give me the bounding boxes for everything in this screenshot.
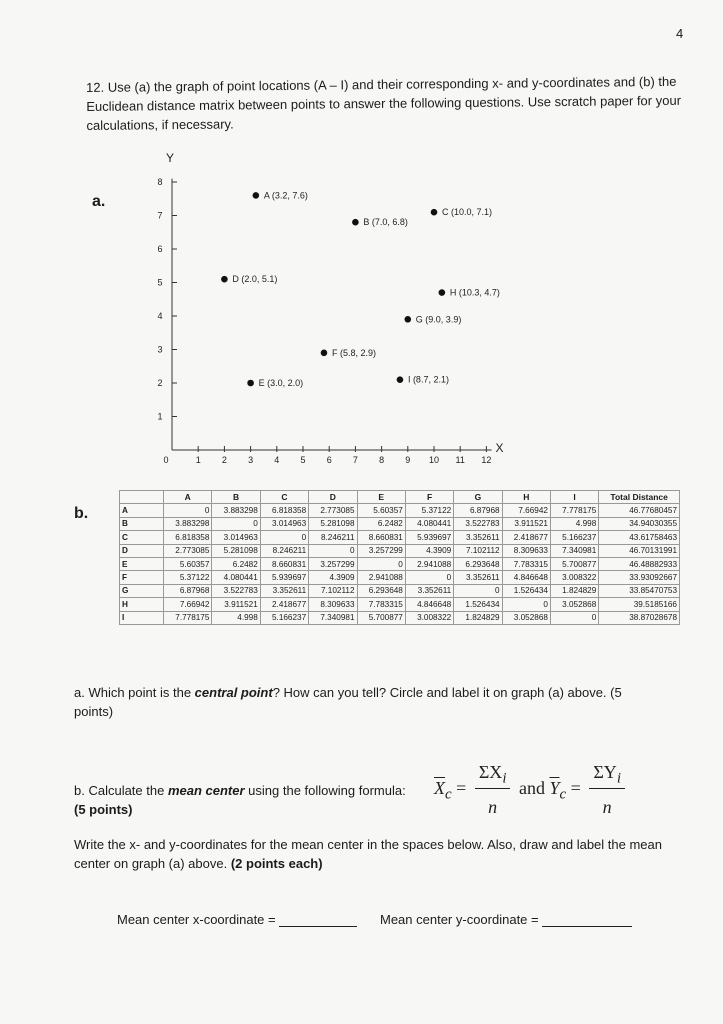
point-b xyxy=(352,219,359,226)
matrix-cell: 4.080441 xyxy=(405,517,453,530)
matrix-col-header: C xyxy=(260,491,308,504)
formula-y-equals: = xyxy=(570,777,581,798)
question-b-points: (5 points) xyxy=(74,802,133,817)
x-tick-label: 3 xyxy=(248,455,254,465)
write-instruction-points: (2 points each) xyxy=(230,856,323,871)
point-label-d: D (2.0, 5.1) xyxy=(232,274,278,285)
matrix-cell: 4.846648 xyxy=(405,598,453,611)
matrix-row xyxy=(120,531,680,544)
matrix-cell: 33.85470753 xyxy=(599,584,680,597)
matrix-cell: 2.418677 xyxy=(502,531,550,544)
matrix-col-header: H xyxy=(502,491,550,504)
matrix-row-header: B xyxy=(120,517,164,530)
matrix-cell: 5.166237 xyxy=(260,611,308,624)
x-tick-label: 12 xyxy=(481,455,492,465)
matrix-cell: 3.911521 xyxy=(212,598,260,611)
matrix-cell: 7.102112 xyxy=(454,544,502,557)
matrix-cell: 3.352611 xyxy=(454,531,502,544)
matrix-cell: 3.257299 xyxy=(357,544,405,557)
matrix-cell: 6.87968 xyxy=(164,584,212,597)
matrix-cell: 7.340981 xyxy=(550,544,598,557)
matrix-cell: 7.783315 xyxy=(502,557,550,570)
matrix-cell: 6.2482 xyxy=(357,517,405,530)
matrix-cell: 6.87968 xyxy=(454,504,502,517)
matrix-cell: 33.93092667 xyxy=(599,571,680,584)
matrix-cell: 3.008322 xyxy=(405,611,453,624)
mean-center-formula xyxy=(434,762,629,818)
matrix-row-header: E xyxy=(120,557,164,570)
matrix-row-header: A xyxy=(120,504,164,517)
matrix-cell: 5.939697 xyxy=(405,531,453,544)
x-tick-label: 11 xyxy=(455,455,465,465)
matrix-cell: 0 xyxy=(502,598,550,611)
matrix-cell: 5.60357 xyxy=(164,557,212,570)
point-label-f: F (5.8, 2.9) xyxy=(331,347,376,358)
matrix-cell: 1.824829 xyxy=(550,584,598,597)
matrix-cell: 3.352611 xyxy=(405,584,453,597)
matrix-cell: 5.700877 xyxy=(357,611,405,624)
matrix-cell: 0 xyxy=(309,544,357,557)
matrix-cell: 8.246211 xyxy=(260,544,308,557)
matrix-cell: 7.66942 xyxy=(164,598,212,611)
point-i xyxy=(397,376,404,383)
x-tick-label: 9 xyxy=(405,455,411,465)
matrix-col-header: A xyxy=(164,491,212,504)
matrix-row xyxy=(120,571,680,584)
distance-matrix xyxy=(119,490,680,625)
matrix-cell: 2.941088 xyxy=(405,557,453,570)
point-label-g: G (9.0, 3.9) xyxy=(415,314,462,325)
matrix-cell: 39.5185166 xyxy=(599,598,680,611)
matrix-cell: 6.293648 xyxy=(357,584,405,597)
matrix-cell: 0 xyxy=(550,611,598,624)
matrix-cell: 38.87028678 xyxy=(599,611,680,624)
formula-x-num: ΣX xyxy=(478,762,503,782)
matrix-cell: 3.257299 xyxy=(309,557,357,570)
formula-x-fraction xyxy=(475,762,511,818)
part-a-label: a. xyxy=(92,193,106,210)
point-g xyxy=(405,316,412,323)
matrix-cell: 5.700877 xyxy=(550,557,598,570)
formula-x-equals: = xyxy=(456,777,467,798)
x-tick-label: 5 xyxy=(300,455,306,465)
y-tick-label: 7 xyxy=(157,210,163,221)
matrix-cell: 1.526434 xyxy=(502,584,550,597)
matrix-cell: 2.418677 xyxy=(260,598,308,611)
matrix-row xyxy=(120,598,680,611)
y-tick-label: 5 xyxy=(157,277,163,288)
matrix-cell: 0 xyxy=(405,571,453,584)
matrix-cell: 1.526434 xyxy=(454,598,502,611)
matrix-cell: 3.352611 xyxy=(454,571,502,584)
y-tick-label: 2 xyxy=(157,378,163,388)
matrix-cell: 3.008322 xyxy=(550,571,598,584)
point-f xyxy=(321,350,328,357)
question-b-emphasis: mean center xyxy=(167,783,245,798)
question-a-emphasis: central point xyxy=(194,685,273,700)
point-e xyxy=(247,380,254,387)
page-number: 4 xyxy=(676,26,684,41)
matrix-cell: 2.773085 xyxy=(309,504,357,517)
matrix-cell: 6.818358 xyxy=(260,504,308,517)
answer-x xyxy=(117,912,357,927)
matrix-cell: 0 xyxy=(260,531,308,544)
point-label-b: B (7.0, 6.8) xyxy=(363,217,408,228)
matrix-cell: 34.94030355 xyxy=(599,517,680,530)
matrix-cell: 3.522783 xyxy=(454,517,502,530)
matrix-cell: 43.61758463 xyxy=(599,531,680,544)
matrix-cell: 7.778175 xyxy=(164,611,212,624)
matrix-col-header: E xyxy=(357,491,405,504)
point-a xyxy=(253,192,260,199)
formula-y-num-sub: i xyxy=(616,770,621,787)
formula-x-num-sub: i xyxy=(502,770,507,787)
matrix-cell: 7.102112 xyxy=(309,584,357,597)
matrix-col-header: D xyxy=(309,491,357,504)
x-tick-label: 8 xyxy=(379,455,385,465)
matrix-cell: 7.66942 xyxy=(502,504,550,517)
formula-x-lhs: $\overline{X}$ xyxy=(434,777,445,798)
matrix-cell: 4.3909 xyxy=(309,571,357,584)
x-tick-label: 7 xyxy=(352,455,358,465)
matrix-cell: 1.824829 xyxy=(454,611,502,624)
answer-x-label: Mean center x-coordinate = xyxy=(117,912,276,927)
point-label-a: A (3.2, 7.6) xyxy=(263,190,308,201)
matrix-cell: 4.3909 xyxy=(405,544,453,557)
matrix-cell: 5.37122 xyxy=(405,504,453,517)
matrix-cell: 8.246211 xyxy=(309,531,357,544)
formula-y-sub: c xyxy=(559,786,567,803)
matrix-body xyxy=(120,504,680,625)
y-tick-label: 8 xyxy=(157,177,163,187)
matrix-cell: 46.48882933 xyxy=(599,557,680,570)
matrix-cell: 3.014963 xyxy=(212,531,260,544)
point-label-i: I (8.7, 2.1) xyxy=(407,374,449,385)
matrix-cell: 3.522783 xyxy=(212,584,260,597)
answer-y xyxy=(380,912,632,927)
question-a-suffix: ? How can you tell? Circle and label it on graph (a) above. (5 points) xyxy=(74,685,622,719)
matrix-row xyxy=(120,544,680,557)
y-axis-label: Y xyxy=(165,150,175,165)
answer-x-blank[interactable] xyxy=(279,914,357,927)
point-label-h: H (10.3, 4.7) xyxy=(449,287,500,298)
matrix-cell: 3.052868 xyxy=(502,611,550,624)
formula-y-fraction xyxy=(589,762,625,818)
write-instruction xyxy=(74,835,674,873)
matrix-cell: 5.281098 xyxy=(309,517,357,530)
question-b-prefix: b. Calculate the xyxy=(74,783,168,798)
matrix-cell: 4.998 xyxy=(212,611,260,624)
matrix-col-header: I xyxy=(550,491,598,504)
answer-y-label: Mean center y-coordinate = xyxy=(380,912,539,927)
x-tick-label: 2 xyxy=(221,455,227,465)
matrix-col-header: Total Distance xyxy=(599,491,680,504)
matrix-col-header: G xyxy=(454,491,502,504)
formula-and: and xyxy=(518,777,545,798)
formula-x-sub: c xyxy=(445,786,452,803)
x-tick-label: 10 xyxy=(428,455,440,465)
matrix-cell: 3.014963 xyxy=(260,517,308,530)
scatter-plot xyxy=(130,150,530,480)
formula-y-lhs: $\overline{Y}$ xyxy=(549,777,560,798)
answer-y-blank[interactable] xyxy=(542,914,632,927)
matrix-cell: 5.60357 xyxy=(357,504,405,517)
part-b-label: b. xyxy=(74,505,89,522)
matrix-cell: 3.883298 xyxy=(164,517,212,530)
matrix-cell: 8.660831 xyxy=(357,531,405,544)
matrix-row-header: F xyxy=(120,571,164,584)
matrix-cell: 8.309633 xyxy=(502,544,550,557)
x-axis-label: X xyxy=(495,441,504,455)
matrix-cell: 3.911521 xyxy=(502,517,550,530)
matrix-cell: 2.941088 xyxy=(357,571,405,584)
matrix-cell: 7.340981 xyxy=(309,611,357,624)
matrix-row xyxy=(120,611,680,624)
matrix-cell: 5.37122 xyxy=(164,571,212,584)
x-tick-label: 4 xyxy=(274,455,280,465)
question-b-suffix: using the following formula: xyxy=(244,783,406,798)
y-tick-label: 3 xyxy=(157,344,163,355)
question-text: 12. Use (a) the graph of point locations (A – I) and their corresponding x- and y-coordinates and (b) the Euclidean distance matrix between points to answer the following questions. Use scratch paper for your calculations, if necessary. xyxy=(86,73,682,133)
matrix-cell: 5.281098 xyxy=(212,544,260,557)
formula-x-den: n xyxy=(488,796,498,817)
x-tick-label: 1 xyxy=(195,455,201,465)
matrix-row xyxy=(120,504,680,517)
matrix-row-header: G xyxy=(120,584,164,597)
matrix-cell: 6.2482 xyxy=(212,557,260,570)
question-a xyxy=(74,683,654,721)
matrix-col-header: F xyxy=(405,491,453,504)
matrix-cell: 7.783315 xyxy=(357,598,405,611)
point-label-e: E (3.0, 2.0) xyxy=(258,378,304,388)
x-tick-label: 0 xyxy=(163,455,169,465)
matrix-cell: 0 xyxy=(164,504,212,517)
matrix-cell: 5.939697 xyxy=(260,571,308,584)
formula-y-den: n xyxy=(602,796,612,817)
matrix-row xyxy=(120,557,680,570)
matrix-row-header: C xyxy=(120,531,164,544)
y-tick-label: 6 xyxy=(157,244,163,254)
matrix-cell: 3.883298 xyxy=(212,504,260,517)
matrix-cell: 6.818358 xyxy=(164,531,212,544)
write-instruction-text: Write the x- and y-coordinates for the mean center in the spaces below. Also, draw and label the mean center on graph (a) above. xyxy=(74,837,662,871)
matrix-cell: 4.998 xyxy=(550,517,598,530)
matrix-col-header xyxy=(120,491,164,504)
matrix-cell: 0 xyxy=(212,517,260,530)
matrix-cell: 0 xyxy=(357,557,405,570)
matrix-cell: 5.166237 xyxy=(550,531,598,544)
matrix-cell: 8.309633 xyxy=(309,598,357,611)
y-tick-label: 1 xyxy=(157,411,163,422)
point-d xyxy=(221,276,228,283)
matrix-cell: 2.773085 xyxy=(164,544,212,557)
matrix-cell: 7.778175 xyxy=(550,504,598,517)
question-a-prefix: a. Which point is the xyxy=(74,685,195,700)
matrix-row-header: H xyxy=(120,598,164,611)
matrix-cell: 4.846648 xyxy=(502,571,550,584)
y-tick-label: 4 xyxy=(157,311,163,321)
matrix-cell: 0 xyxy=(454,584,502,597)
point-label-c: C (10.0, 7.1) xyxy=(442,207,493,218)
matrix-row-header: I xyxy=(120,611,164,624)
matrix-row-header: D xyxy=(120,544,164,557)
matrix-cell: 3.052868 xyxy=(550,598,598,611)
matrix-row xyxy=(120,584,680,597)
point-h xyxy=(439,289,446,296)
matrix-cell: 8.660831 xyxy=(260,557,308,570)
point-c xyxy=(431,209,438,216)
question-b xyxy=(74,781,434,819)
matrix-cell: 6.293648 xyxy=(454,557,502,570)
matrix-cell: 4.080441 xyxy=(212,571,260,584)
formula-y-num: ΣY xyxy=(593,762,617,782)
matrix-row xyxy=(120,517,680,530)
matrix-cell: 46.77680457 xyxy=(599,504,680,517)
x-tick-label: 6 xyxy=(326,455,332,465)
matrix-cell: 3.352611 xyxy=(260,584,308,597)
matrix-cell: 46.70131991 xyxy=(599,544,680,557)
matrix-col-header: B xyxy=(212,491,260,504)
matrix-header-row xyxy=(120,491,680,504)
